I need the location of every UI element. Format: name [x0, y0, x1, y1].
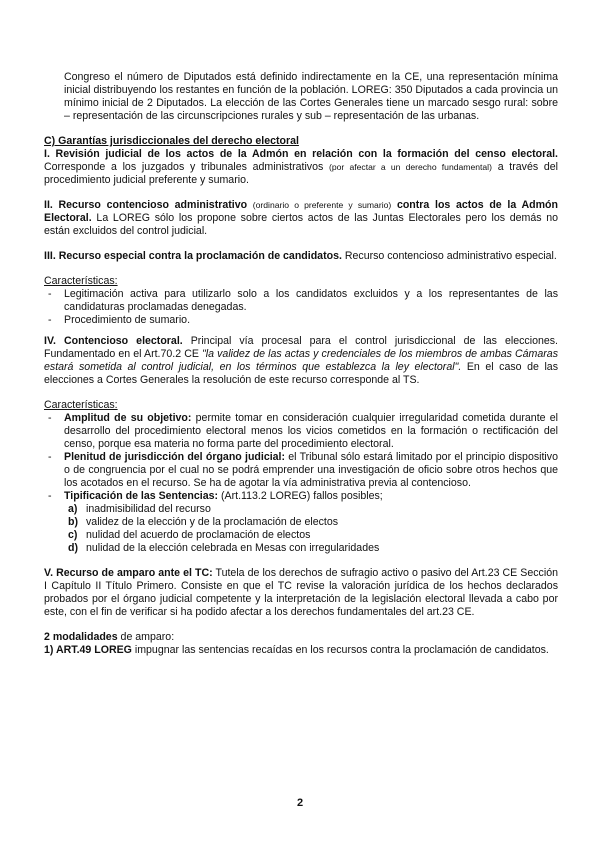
section-ii-text: La LOREG sólo los propone sobre ciertos actos de las Juntas Electorales pero los demás no están excluidos del control judicial.	[44, 212, 558, 237]
section-i-paragraph	[44, 148, 558, 187]
list-item: d) nulidad de la elección celebrada en Mesas con irregularidades	[68, 542, 380, 554]
list-item: c) nulidad del acuerdo de proclamación de electos	[68, 529, 311, 541]
tipificacion-text: (Art.113.2 LOREG) fallos posibles;	[221, 490, 383, 502]
section-iv-paragraph	[44, 335, 558, 387]
list-item	[44, 451, 558, 490]
sentencias-list	[44, 503, 558, 555]
section-iii-paragraph	[44, 250, 558, 263]
section-v-title: V. Recurso de amparo ante el TC:	[44, 567, 213, 579]
tipificacion-title: Tipificación de las Sentencias:	[64, 490, 219, 502]
section-iv-features-label: Características:	[44, 399, 118, 411]
list-item	[44, 490, 558, 503]
modalidades-item-1	[44, 644, 558, 657]
modalidades-item-1-text: impugnar las sentencias recaídas en los recursos contra la proclamación de candidatos.	[134, 644, 549, 656]
amplitud-text: permite tomar en consideración cualquier irregularidad cometida durante el desarrollo del procedimiento electoral menos los vicios cometidos en la formación o rectificación del censo, porque esa materia no forma parte del procedimiento electoral.	[64, 412, 559, 450]
list-item: b) validez de la elección y de la proclamación de electos	[68, 516, 339, 528]
section-iii-text: Recurso contencioso administrativo especial.	[344, 250, 557, 262]
section-iv-features-list	[44, 412, 558, 503]
section-ii-title-b: contra los actos de la Admón Electoral.	[44, 199, 558, 224]
section-iv-quote: "la validez de las actas y credenciales de los miembros de ambas Cámaras estará sometida al control judicial, en los términos que establezca la ley electoral".	[44, 348, 558, 373]
modalidades-heading	[44, 631, 558, 644]
plenitud-text: el Tribunal sólo estará limitado por el principio dispositivo o de congruencia por el cual no se podrá emprender una investigación de oficio sobre otros hechos que los acotados en el recurso. Se ha de agotar la vía administrativa previa al contencioso.	[64, 451, 558, 489]
section-ii-paragraph	[44, 199, 558, 238]
section-i-text-a: Corresponde a los juzgados y tribunales administrativos	[44, 161, 324, 173]
modalidades-item-1-title: 1) ART.49 LOREG	[44, 644, 132, 656]
section-iii-title: III. Recurso especial contra la proclamación de candidatos.	[44, 250, 342, 262]
section-v-paragraph	[44, 567, 558, 619]
list-item: a) inadmisibilidad del recurso	[68, 503, 211, 515]
section-iv-text-b: En el caso de las elecciones a Cortes Generales la resolución de este recurso corresponde al TS.	[44, 361, 558, 386]
section-iv-text-a: Principal vía procesal para el control jurisdiccional de las elecciones. Fundamentado en el Art.70.2 CE	[44, 335, 558, 360]
intro-paragraph: Congreso el número de Diputados está definido indirectamente en la CE, una representación mínima inicial distribuyendo los restantes en función de la población. LOREG: 350 Diputados a cada provincia un mínimo inicial de 2 Diputados. La elección de las Cortes Generales tiene un marcado sesgo rural: sobre – representación de las circunscripciones rurales y sub – representación de las urbanas.	[64, 71, 558, 122]
modalidades-title: 2 modalidades	[44, 631, 118, 643]
section-ii-small-note: (ordinario o preferente y sumario)	[252, 200, 392, 210]
section-iv-title: IV. Contencioso electoral.	[44, 335, 183, 347]
section-v-text: Tutela de los derechos de sufragio activo o pasivo del Art.23 CE Sección I Capítulo II Título Primero. Consiste en que el TC revise la valoración jurídica de los hechos declarados probados por el órgano judicial competente y la interpretación de la legislación electoral llevada a cabo por este, con el fin de verificar si ha podido afectar a los derechos fundamentales del art.23 CE.	[44, 567, 558, 618]
amplitud-title: Amplitud de su objetivo:	[64, 412, 192, 424]
list-item: - Procedimiento de sumario.	[44, 314, 558, 327]
section-ii-title-a: II. Recurso contencioso administrativo	[44, 199, 248, 211]
section-iii-features-list	[44, 288, 558, 327]
section-iii-features-label: Características:	[44, 275, 118, 287]
section-i-text-b: a través del procedimiento judicial preferente y sumario.	[44, 161, 559, 186]
list-item: - Legitimación activa para utilizarlo solo a los candidatos excluidos y a los representantes de las candidaturas proclamadas denegadas.	[44, 288, 558, 314]
plenitud-title: Plenitud de jurisdicción del órgano judicial:	[64, 451, 286, 463]
section-i-title: I. Revisión judicial de los actos de la Admón en relación con la formación del censo electoral.	[44, 148, 558, 160]
modalidades-text: de amparo:	[120, 631, 175, 643]
page-content	[44, 71, 558, 657]
section-i-small-note: (por afectar a un derecho fundamental)	[329, 162, 492, 172]
list-item	[44, 412, 558, 451]
page-number: 2	[296, 797, 304, 809]
section-c-heading: C) Garantías jurisdiccionales del derecho electoral	[44, 135, 299, 147]
